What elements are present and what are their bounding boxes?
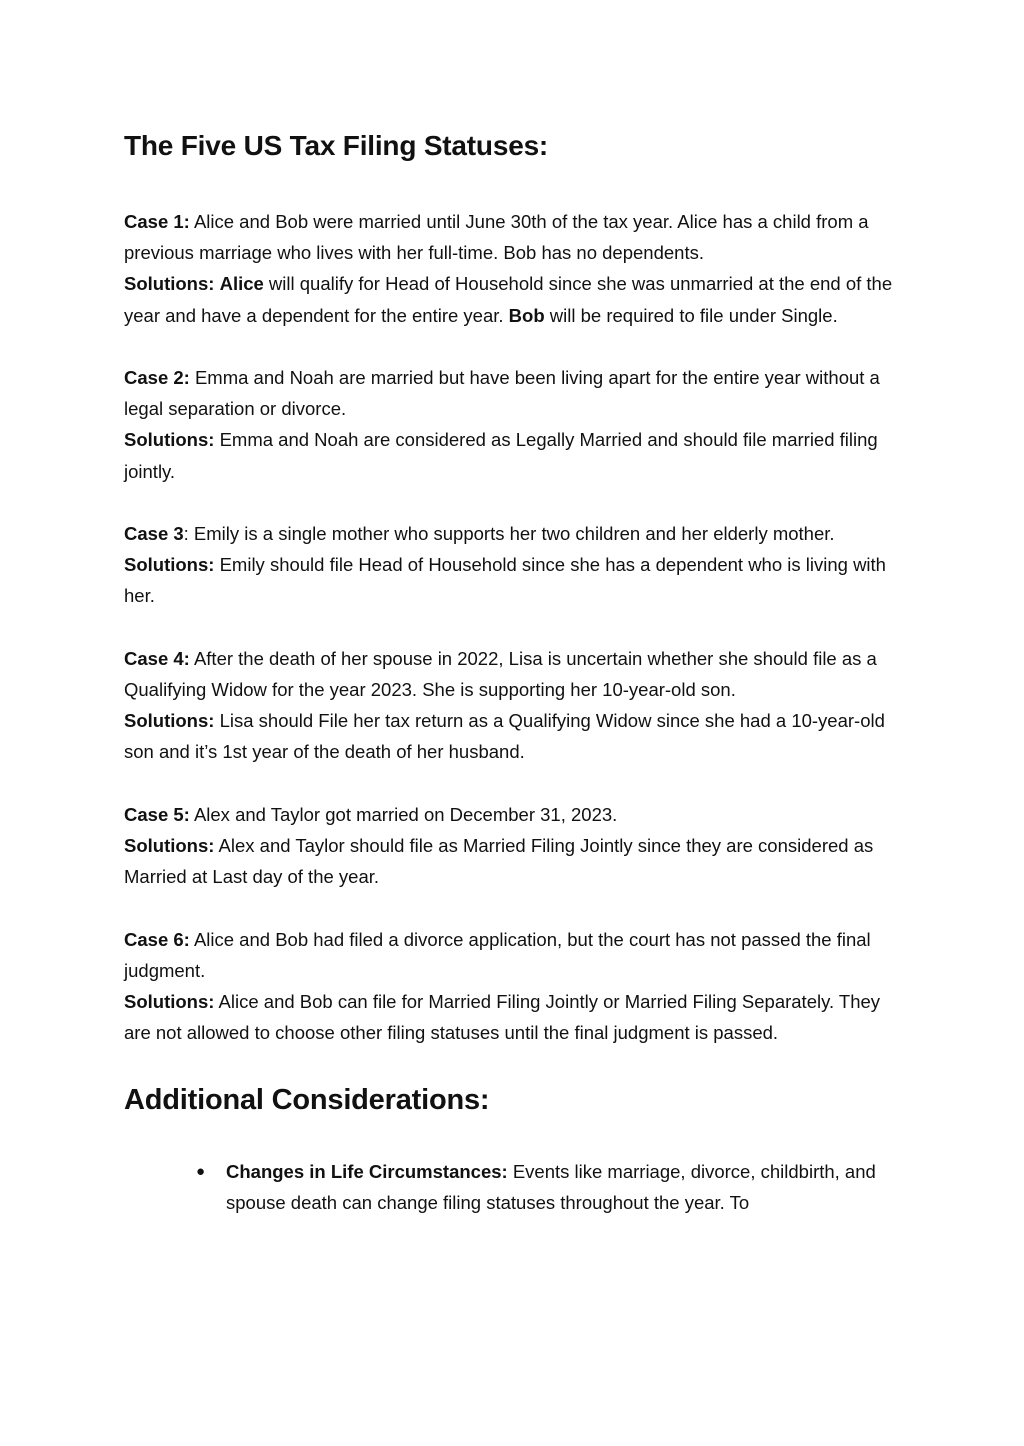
bullet-icon: ● — [196, 1162, 206, 1180]
case-2-solution-label: Solutions: — [124, 429, 215, 451]
case-1-paragraph — [124, 206, 904, 331]
case-6-label: Case 6: — [124, 928, 190, 950]
case-1-solution-bob: Bob — [508, 304, 545, 326]
list-item — [124, 1156, 904, 1218]
case-5-paragraph — [124, 799, 904, 893]
case-1-solution-alice: Alice — [219, 273, 264, 295]
case-5-solution-label: Solutions: — [124, 835, 215, 856]
case-5-text: Alex and Taylor got married on December 31, 2023. — [189, 803, 618, 825]
case-4-solution-label: Solutions: — [124, 710, 215, 732]
case-1-solution-text-bob: will be required to file under Single. — [544, 304, 838, 326]
case-3-label: Case 3 — [124, 523, 184, 544]
case-4-solution-text: Lisa should File her tax return as a Qualifying Widow since she had a 10-year-old son and it’s 1st year of the death of her husband. — [124, 710, 885, 763]
case-1-label: Case 1: — [124, 211, 190, 232]
page-title: The Five US Tax Filing Statuses: — [124, 130, 549, 161]
case-6-text: Alice and Bob had filed a divorce application, but the court has not passed the final judgment. — [124, 928, 871, 981]
considerations-list — [124, 1156, 904, 1218]
case-6-solution-text: Alice and Bob can file for Married Filing Jointly or Married Filing Separately. They are not allowed to choose other filing statuses until the final judgment is passed. — [124, 991, 881, 1044]
case-2-paragraph — [124, 362, 904, 487]
case-6-paragraph — [124, 924, 904, 1049]
additional-heading: Additional Considerations: — [124, 1083, 490, 1116]
case-4-text: After the death of her spouse in 2022, Lisa is uncertain whether she should file as a Qualifying Widow for the year 2023. She is supporting her 10-year-old son. — [124, 647, 877, 700]
case-6-solution-label: Solutions: — [124, 991, 215, 1012]
document-page — [124, 120, 904, 1218]
case-2-solution-text: Emma and Noah are considered as Legally Married and should file married filing jointly. — [124, 429, 878, 482]
consideration-label: Changes in Life Circumstances: — [226, 1160, 508, 1182]
case-4-paragraph — [124, 643, 904, 768]
case-5-label: Case 5: — [124, 803, 190, 825]
case-3-solution-label: Solutions: — [124, 554, 215, 576]
case-3-text: : Emily is a single mother who supports her two children and her elderly mother. — [183, 523, 835, 544]
case-2-text: Emma and Noah are married but have been living apart for the entire year without a legal separation or divorce. — [124, 367, 880, 420]
case-1-solution-label: Solutions: — [124, 273, 215, 295]
case-2-label: Case 2: — [124, 367, 190, 388]
case-3-solution-text: Emily should file Head of Household since she has a dependent who is living with her. — [124, 554, 886, 607]
consideration-text: Events like marriage, divorce, childbirth, and spouse death can change filing statuses throughout the year. To — [226, 1160, 876, 1213]
case-5-solution-text: Alex and Taylor should file as Married Filing Jointly since they are considered as Married at Last day of the year. — [124, 835, 874, 888]
case-3-paragraph — [124, 518, 904, 612]
case-1-text: Alice and Bob were married until June 30th of the tax year. Alice has a child from a previous marriage who lives with her full-time. Bob has no dependents. — [124, 211, 869, 264]
case-4-label: Case 4: — [124, 647, 190, 669]
case-1-solution-text-alice: will qualify for Head of Household since she was unmarried at the end of the year and have a dependent for the entire year. — [124, 273, 893, 326]
